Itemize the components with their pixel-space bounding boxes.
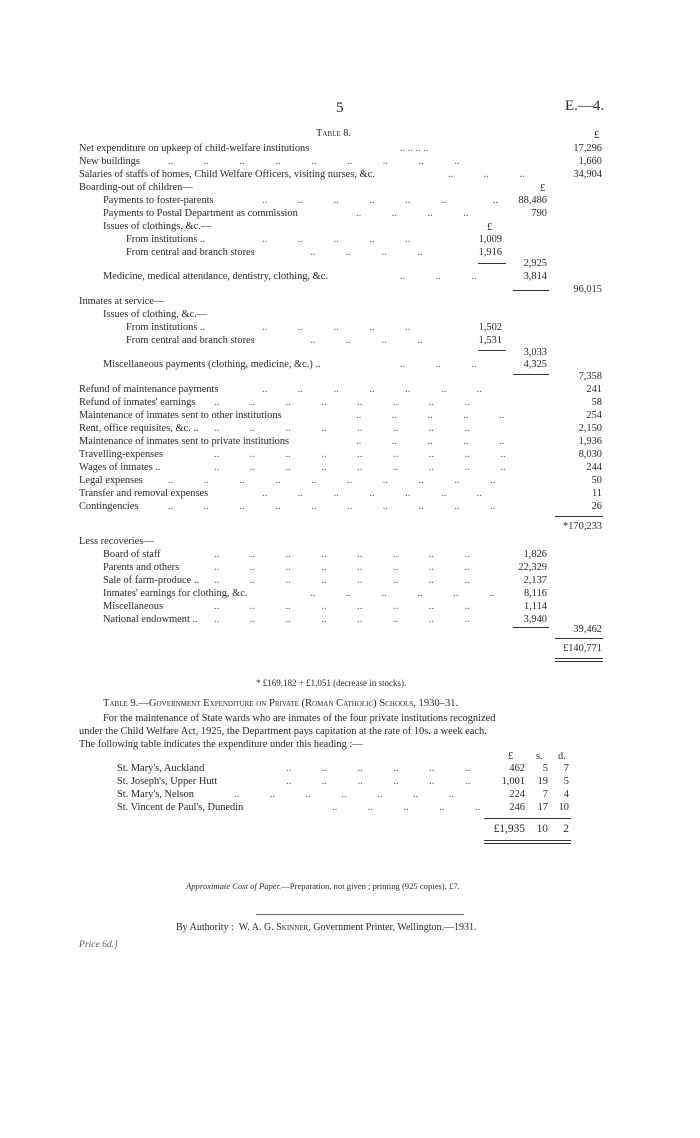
row-value: 2,925 <box>523 258 547 269</box>
document-reference: E.—4. <box>565 98 605 114</box>
row-value: 1,009 <box>478 234 502 245</box>
paragraph-line: For the maintenance of State wards who are inmates of the four private institutions recognized <box>103 713 496 724</box>
shillings-value: 7 <box>542 789 548 800</box>
pounds-value: 1,001 <box>501 776 525 787</box>
row-label: Board of staff <box>103 549 161 560</box>
school-name: St. Vincent de Paul's, Dunedin <box>117 802 244 813</box>
row-value: 8,116 <box>524 588 547 599</box>
net-total: £140,771 <box>563 643 602 654</box>
cost-note-text: —Preparation, not given ; printing (925 copies), £7. <box>281 881 460 891</box>
row-value: 1,502 <box>478 322 502 333</box>
cost-note-label: Approximate Cost of Paper. <box>186 881 282 891</box>
row-value: 2,137 <box>523 575 547 586</box>
row-value: 241 <box>586 384 602 395</box>
total-pence: 2 <box>563 823 569 835</box>
leader-dots: .. .. .. .. .. <box>356 410 505 421</box>
cost-note <box>186 880 460 892</box>
leader-dots: .. .. .. .. .. .. .. .. .. <box>168 156 460 167</box>
row-value: 3,940 <box>523 614 547 625</box>
pounds-value: 246 <box>509 802 525 813</box>
row-label: Legal expenses <box>79 475 143 486</box>
row-label: Inmates' earnings for clothing, &c. <box>103 588 248 599</box>
leader-dots: .. .. .. .. .. .. .. .. .. .. <box>168 475 496 486</box>
sub-heading: Issues of clothings, &c.— <box>103 221 212 232</box>
row-label: Miscellaneous <box>103 601 164 612</box>
school-name: St. Joseph's, Upper Hutt <box>117 776 218 787</box>
leader-dots: .. .. .. .. .. .. .. .. .. <box>214 449 506 460</box>
row-label: Payments to foster-parents <box>103 195 214 206</box>
row-label: Refund of inmates' earnings <box>79 397 196 408</box>
double-rule <box>484 843 571 844</box>
row-value: 1,826 <box>523 549 547 560</box>
row-label: Net expenditure on upkeep of child-welfare institutions <box>79 143 310 154</box>
section-heading: Boarding-out of children— <box>79 182 193 193</box>
row-label: Maintenance of inmates sent to private institutions <box>79 436 290 447</box>
section-heading: Less recoveries— <box>79 536 154 547</box>
row-label: Medicine, medical attendance, dentistry, clothing, &c. <box>103 271 328 282</box>
row-value: 58 <box>591 397 602 408</box>
table-9-title: Table 9.—Government Expenditure on Private (Roman Catholic) Schools, 1930–31. <box>103 698 459 709</box>
pounds-value: 224 <box>509 789 525 800</box>
leader-dots: .. .. .. <box>400 271 477 282</box>
total-pounds: £1,935 <box>493 823 525 835</box>
pence-value: 7 <box>563 763 569 774</box>
row-value: 3,814 <box>523 271 547 282</box>
leader-dots: .. .. .. .. .. .. <box>310 588 495 599</box>
leader-dots: .. .. .. .. .. .. <box>286 763 471 774</box>
row-label: Miscellaneous payments (clothing, medicine, &c.) .. <box>103 359 321 370</box>
row-value: 790 <box>531 208 547 219</box>
row-value: 26 <box>591 501 602 512</box>
paragraph-line: under the Child Welfare Act, 1925, the Department pays capitation at the rate of 10s. a week each. <box>79 726 487 737</box>
page-number: 5 <box>336 100 344 116</box>
leader-dots: .. .. .. <box>448 169 525 180</box>
footer-rule <box>256 914 464 915</box>
shillings-value: 17 <box>537 802 548 813</box>
total-rule <box>484 818 571 819</box>
row-label: From central and branch stores <box>126 247 255 258</box>
row-value: 22,329 <box>518 562 547 573</box>
row-label: Travelling-expenses <box>79 449 163 460</box>
row-label: Transfer and removal expenses <box>79 488 209 499</box>
pence-value: 4 <box>563 789 569 800</box>
row-label: Wages of inmates .. <box>79 462 161 473</box>
row-value: 96,015 <box>573 284 602 295</box>
leader-dots: .. .. .. .. .. .. .. .. .. <box>214 462 506 473</box>
leader-dots: .. .. .. .. .. .. <box>286 776 471 787</box>
leader-dots: .. .. .. .. .. .. .. <box>234 789 454 800</box>
total-shillings: 10 <box>536 823 548 835</box>
leader-dots: .. .. .. <box>400 359 477 370</box>
row-value: 254 <box>586 410 602 421</box>
row-label: Maintenance of inmates sent to other institutions <box>79 410 282 421</box>
paragraph-line: The following table indicates the expenditure under this heading :— <box>79 739 363 750</box>
leader-dots: .. .. .. .. .. .. .. .. <box>214 549 470 560</box>
leader-dots: .. .. .. .. .. .. <box>262 195 447 206</box>
leader-dots: .. .. .. .. .. .. .. .. <box>214 601 470 612</box>
authority-suffix: , Government Printer, Wellington.—1931. <box>308 922 477 933</box>
row-label: Contingencies <box>79 501 139 512</box>
row-label: Parents and others <box>103 562 180 573</box>
leader-dots: .. .. .. .. <box>310 335 423 346</box>
row-value: 11 <box>591 488 602 499</box>
pounds-column-header: £ <box>508 751 514 762</box>
price: Price 6d.] <box>79 939 118 950</box>
row-value: 8,030 <box>578 449 602 460</box>
row-value: 1,916 <box>478 247 502 258</box>
row-value: 2,150 <box>578 423 602 434</box>
leader-dots: .. .. .. .. .. .. .. .. .. .. <box>168 501 496 512</box>
row-value: 3,033 <box>523 347 547 358</box>
leader-dots: .. .. .. .. .. <box>356 436 505 447</box>
leader-dots: .. .. .. .. .. .. .. .. <box>214 562 470 573</box>
row-label: Rent, office requisites, &c. .. <box>79 423 199 434</box>
row-value: 39,462 <box>573 624 602 635</box>
row-value: 1,531 <box>478 335 502 346</box>
pence-value: 10 <box>558 802 569 813</box>
leader-dots: .. .. .. .. .. .. .. .. <box>214 397 470 408</box>
pound-column-header: £ <box>487 222 493 233</box>
leader-dots: .. .. .. .. .. <box>262 234 411 245</box>
footnote: * £169,182 + £1,051 (decrease in stocks). <box>256 678 407 688</box>
row-label: Sale of farm-produce .. <box>103 575 200 586</box>
double-rule <box>555 661 603 662</box>
pence-column-header: d. <box>558 751 566 762</box>
school-name: St. Mary's, Nelson <box>117 789 194 800</box>
row-label: From institutions .. <box>126 322 206 333</box>
row-label: Payments to Postal Department as commission <box>103 208 298 219</box>
double-rule <box>484 840 571 841</box>
authority-prefix: By Authority : <box>176 922 234 933</box>
gross-total: *170,233 <box>563 521 602 532</box>
row-value: 88,486 <box>518 195 547 206</box>
total-rule <box>555 516 603 517</box>
row-label: Salaries of staffs of homes, Child Welfare Officers, visiting nurses, &c. <box>79 169 375 180</box>
row-value: 1,936 <box>578 436 602 447</box>
row-value: 50 <box>591 475 602 486</box>
table-8-title: Table 8. <box>316 128 352 139</box>
authority-line <box>176 922 477 934</box>
total-rule <box>555 638 603 639</box>
row-label: New buildings <box>79 156 140 167</box>
pence-value: 5 <box>563 776 569 787</box>
printer-name: W. A. G. Skinner <box>238 922 309 933</box>
double-rule <box>555 658 603 659</box>
row-label: National endowment .. <box>103 614 198 625</box>
row-value: 1,660 <box>578 156 602 167</box>
row-label: From central and branch stores <box>126 335 255 346</box>
leader-dots: .. .. .. .. .. <box>332 802 481 813</box>
row-value: 34,904 <box>573 169 602 180</box>
leader-dots: .. .. .. .. .. <box>262 322 411 333</box>
row-label: Refund of maintenance payments <box>79 384 219 395</box>
shillings-value: 5 <box>542 763 548 774</box>
sub-heading: Issues of clothing, &c.— <box>103 309 208 320</box>
school-name: St. Mary's, Auckland <box>117 763 205 774</box>
pounds-value: 462 <box>509 763 525 774</box>
row-value: 17,296 <box>573 143 602 154</box>
leader-dots: .. .. .. .. .. .. .. .. <box>214 614 470 625</box>
pound-column-header: £ <box>540 183 546 194</box>
row-label: From institutions .. <box>126 234 206 245</box>
leader-dots: .. .. .. .. .. .. .. <box>262 488 482 499</box>
leader-dots: .. .. .. .. <box>400 143 429 154</box>
row-value: 244 <box>586 462 602 473</box>
pound-column-header: £ <box>594 130 600 141</box>
row-value: 4,325 <box>523 359 547 370</box>
leader-dots: .. <box>493 195 499 206</box>
row-value: 1,114 <box>524 601 547 612</box>
leader-dots: .. .. .. .. <box>310 247 423 258</box>
shillings-column-header: s. <box>536 751 543 762</box>
shillings-value: 19 <box>537 776 548 787</box>
section-heading: Inmates at service— <box>79 296 165 307</box>
row-value: 7,358 <box>578 371 602 382</box>
leader-dots: .. .. .. .. .. .. .. .. <box>214 423 470 434</box>
leader-dots: .. .. .. .. .. .. .. .. <box>214 575 470 586</box>
leader-dots: .. .. .. .. <box>356 208 469 219</box>
leader-dots: .. .. .. .. .. .. .. <box>262 384 482 395</box>
